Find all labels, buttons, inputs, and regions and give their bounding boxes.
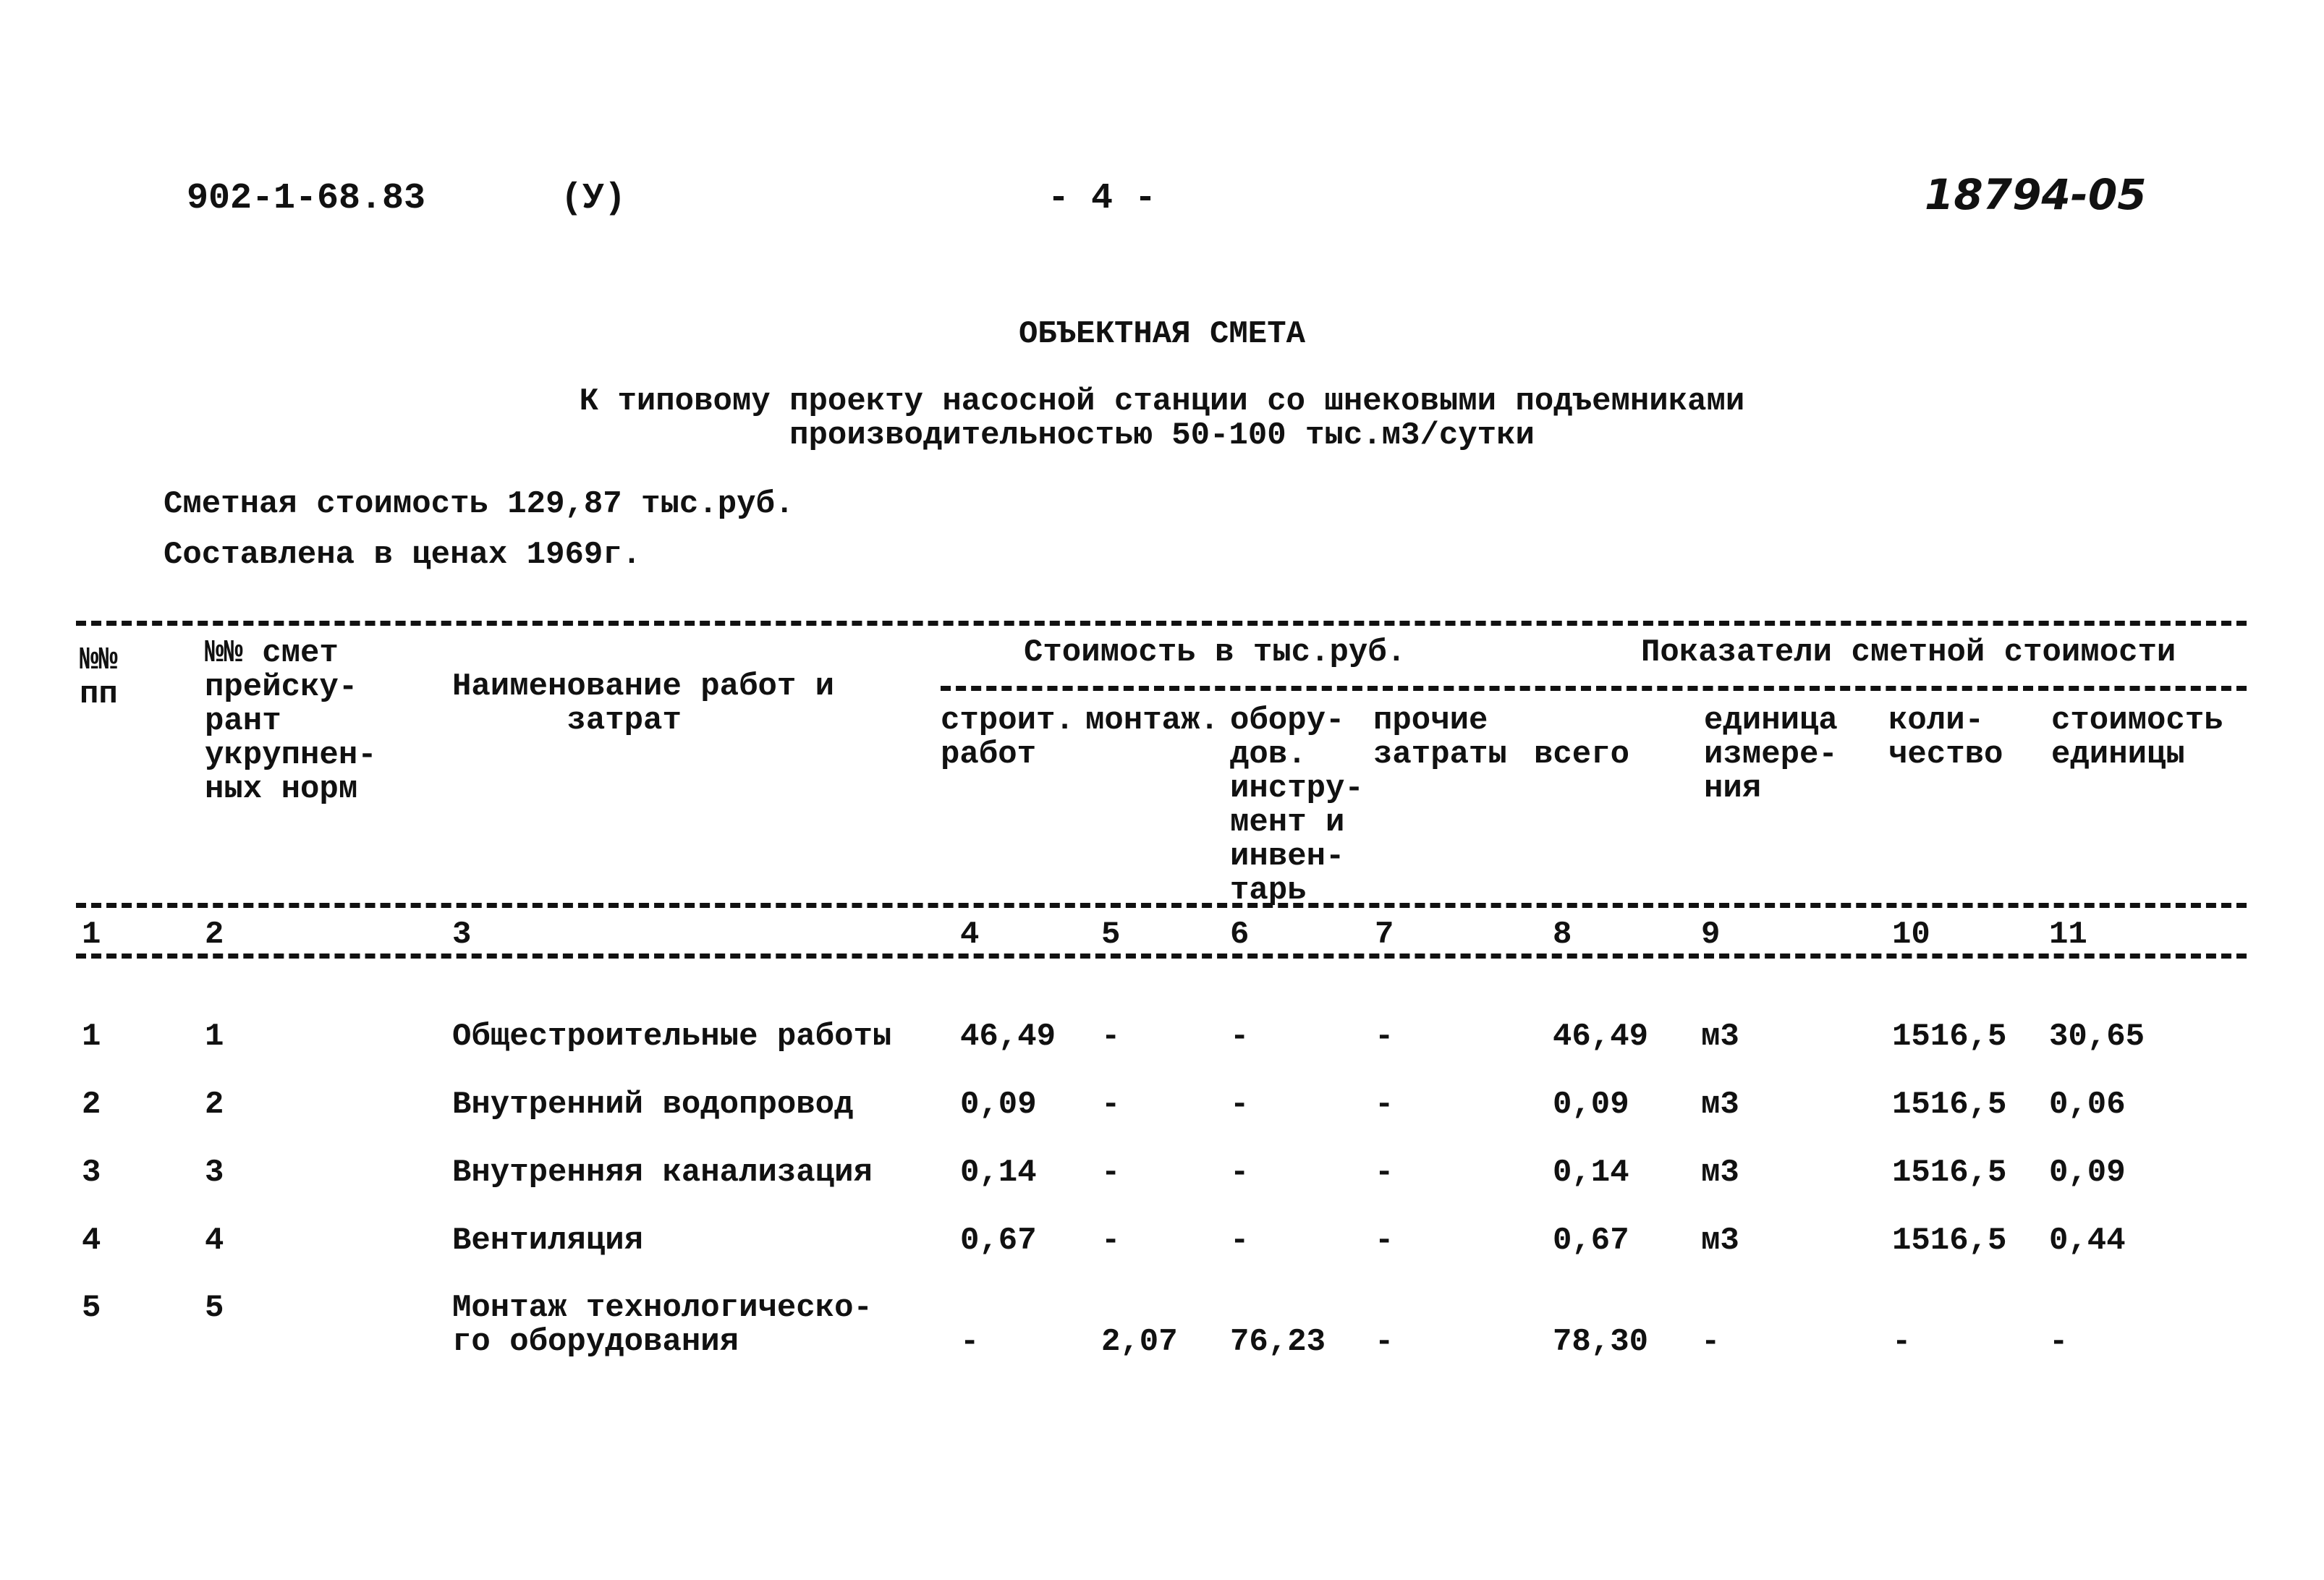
construction-cost: 0,09 xyxy=(960,1087,1037,1123)
column-number: 6 xyxy=(1230,917,1250,953)
column-number: 5 xyxy=(1101,917,1121,953)
header-equipment: обору- дов. инстру- мент и инвен- тарь xyxy=(1230,702,1364,909)
installation-cost: - xyxy=(1101,1087,1121,1123)
equipment-cost: 76,23 xyxy=(1230,1324,1326,1360)
header-cost-group: Стоимость в тыс.руб. xyxy=(1024,634,1407,671)
header-indicators-group: Показатели сметной стоимости xyxy=(1641,634,2176,671)
quantity: 1516,5 xyxy=(1892,1087,2007,1123)
column-number: 4 xyxy=(960,917,980,953)
estimate-number: 3 xyxy=(205,1155,224,1191)
other-cost: - xyxy=(1375,1155,1394,1191)
construction-cost: 46,49 xyxy=(960,1019,1056,1055)
unit-cost: 0,06 xyxy=(2049,1087,2126,1123)
unit: м3 xyxy=(1701,1019,1739,1055)
work-name: Внутренняя канализация xyxy=(452,1155,873,1191)
construction-cost: - xyxy=(960,1324,980,1360)
other-cost: - xyxy=(1375,1223,1394,1259)
column-number: 11 xyxy=(2049,917,2087,953)
estimate-number: 1 xyxy=(205,1019,224,1055)
document-variant: (У) xyxy=(561,178,627,219)
work-name: Внутренний водопровод xyxy=(452,1087,854,1123)
document-code: 902-1-68.83 xyxy=(187,178,426,219)
total-cost: 0,67 xyxy=(1553,1223,1629,1259)
quantity: 1516,5 xyxy=(1892,1155,2007,1191)
subtitle-line-2: производительностью 50-100 тыс.м3/сутки xyxy=(789,417,1535,454)
page-number: - 4 - xyxy=(1048,178,1157,219)
column-number: 2 xyxy=(205,917,224,953)
work-name: Монтаж технологическо- го оборудования xyxy=(452,1290,873,1360)
header-name: Наименование работ и затрат xyxy=(452,668,835,739)
estimate-number: 2 xyxy=(205,1087,224,1123)
row-number: 4 xyxy=(82,1223,101,1259)
header-total: всего xyxy=(1534,736,1630,773)
estimated-cost: Сметная стоимость 129,87 тыс.руб. xyxy=(164,486,794,522)
prices-year: Составлена в ценах 1969г. xyxy=(164,537,642,573)
column-number: 8 xyxy=(1553,917,1572,953)
total-cost: 46,49 xyxy=(1553,1019,1649,1055)
column-number: 3 xyxy=(452,917,472,953)
unit-cost: 30,65 xyxy=(2049,1019,2145,1055)
estimate-number: 4 xyxy=(205,1223,224,1259)
header-unit: единица измере- ния xyxy=(1704,702,1838,807)
inventory-number: 18794-05 xyxy=(1925,170,2147,219)
total-cost: 0,09 xyxy=(1553,1087,1629,1123)
row-number: 3 xyxy=(82,1155,101,1191)
header-num: №№ пп xyxy=(80,642,118,713)
unit: м3 xyxy=(1701,1223,1739,1259)
construction-cost: 0,67 xyxy=(960,1223,1037,1259)
other-cost: - xyxy=(1375,1324,1394,1360)
unit: м3 xyxy=(1701,1087,1739,1123)
header-unit-cost: стоимость единицы xyxy=(2051,702,2223,773)
column-numbers-rule xyxy=(76,953,2247,959)
header-installation: монтаж. xyxy=(1085,702,1219,739)
header-quantity: коли- чество xyxy=(1888,702,2003,773)
work-name: Вентиляция xyxy=(452,1223,644,1259)
quantity: 1516,5 xyxy=(1892,1223,2007,1259)
equipment-cost: - xyxy=(1230,1155,1250,1191)
header-sub-rule xyxy=(941,686,2247,691)
construction-cost: 0,14 xyxy=(960,1155,1037,1191)
equipment-cost: - xyxy=(1230,1223,1250,1259)
column-number: 9 xyxy=(1701,917,1721,953)
row-number: 1 xyxy=(82,1019,101,1055)
total-cost: 78,30 xyxy=(1553,1324,1649,1360)
installation-cost: - xyxy=(1101,1155,1121,1191)
header-estimate-no: №№ смет прейску- рант укрупнен- ных норм xyxy=(205,635,377,807)
total-cost: 0,14 xyxy=(1553,1155,1629,1191)
column-number: 10 xyxy=(1892,917,1930,953)
work-name: Общестроительные работы xyxy=(452,1019,892,1055)
installation-cost: - xyxy=(1101,1019,1121,1055)
column-number: 7 xyxy=(1375,917,1394,953)
unit-cost: - xyxy=(2049,1324,2069,1360)
unit: - xyxy=(1701,1324,1721,1360)
document-title: ОБЪЕКТНАЯ СМЕТА xyxy=(1018,316,1306,352)
row-number: 2 xyxy=(82,1087,101,1123)
header-bottom-rule xyxy=(76,903,2247,908)
estimate-number: 5 xyxy=(205,1290,224,1326)
installation-cost: - xyxy=(1101,1223,1121,1259)
quantity: - xyxy=(1892,1324,1912,1360)
quantity: 1516,5 xyxy=(1892,1019,2007,1055)
header-construction: строит. работ xyxy=(941,702,1074,773)
unit: м3 xyxy=(1701,1155,1739,1191)
row-number: 5 xyxy=(82,1290,101,1326)
installation-cost: 2,07 xyxy=(1101,1324,1178,1360)
column-number: 1 xyxy=(82,917,101,953)
header-other: прочие затраты xyxy=(1373,702,1507,773)
subtitle-line-1: К типовому проекту насосной станции со шнековыми подъемниками xyxy=(579,383,1745,420)
other-cost: - xyxy=(1375,1087,1394,1123)
equipment-cost: - xyxy=(1230,1019,1250,1055)
table-top-rule xyxy=(76,621,2247,626)
unit-cost: 0,44 xyxy=(2049,1223,2126,1259)
equipment-cost: - xyxy=(1230,1087,1250,1123)
other-cost: - xyxy=(1375,1019,1394,1055)
unit-cost: 0,09 xyxy=(2049,1155,2126,1191)
